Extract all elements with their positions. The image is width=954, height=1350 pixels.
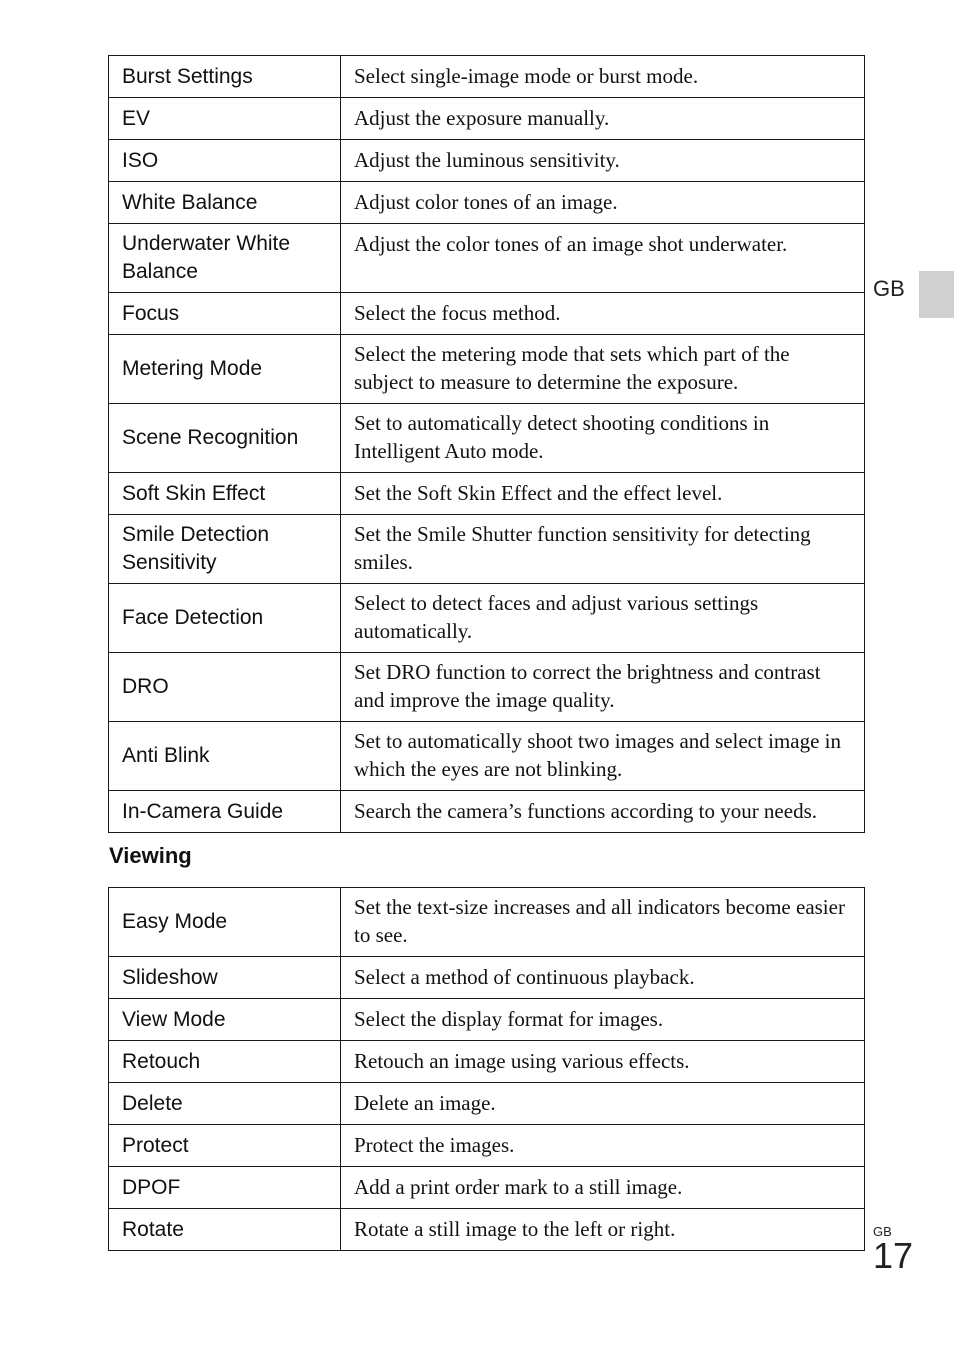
row-term: Anti Blink (109, 722, 341, 791)
row-description: Search the camera’s functions according to your needs. (341, 791, 865, 833)
table-row (109, 335, 865, 404)
row-term: White Balance (109, 182, 341, 224)
row-description: Select to detect faces and adjust various settings automatically. (341, 584, 865, 653)
page-language-label: GB (873, 1224, 892, 1239)
row-term: Focus (109, 293, 341, 335)
row-term: Protect (109, 1125, 341, 1167)
row-description: Set the Soft Skin Effect and the effect level. (341, 473, 865, 515)
row-term: Slideshow (109, 957, 341, 999)
table-row (109, 98, 865, 140)
table-row (109, 473, 865, 515)
row-term: Easy Mode (109, 888, 341, 957)
table-row (109, 56, 865, 98)
row-description: Set to automatically shoot two images and select image in which the eyes are not blinking. (341, 722, 865, 791)
table-row (109, 182, 865, 224)
row-term: EV (109, 98, 341, 140)
table-row (109, 404, 865, 473)
section-heading-viewing: Viewing (109, 843, 192, 868)
table-row (109, 224, 865, 293)
row-description: Retouch an image using various effects. (341, 1041, 865, 1083)
row-term: Retouch (109, 1041, 341, 1083)
row-description: Set to automatically detect shooting conditions in Intelligent Auto mode. (341, 404, 865, 473)
row-description: Delete an image. (341, 1083, 865, 1125)
settings-table (108, 55, 865, 833)
table-row (109, 1041, 865, 1083)
row-term: DRO (109, 653, 341, 722)
table-row (109, 293, 865, 335)
row-description: Select the display format for images. (341, 999, 865, 1041)
row-description: Select the focus method. (341, 293, 865, 335)
table-row (109, 1125, 865, 1167)
row-description: Select the metering mode that sets which part of the subject to measure to determine the exposure. (341, 335, 865, 404)
row-description: Select single-image mode or burst mode. (341, 56, 865, 98)
viewing-table (108, 887, 865, 1251)
table-row (109, 584, 865, 653)
row-description: Set DRO function to correct the brightness and contrast and improve the image quality. (341, 653, 865, 722)
row-term: Rotate (109, 1209, 341, 1251)
table-row (109, 999, 865, 1041)
row-term: Delete (109, 1083, 341, 1125)
table-row (109, 888, 865, 957)
table-row (109, 791, 865, 833)
row-term: View Mode (109, 999, 341, 1041)
row-term: Burst Settings (109, 56, 341, 98)
row-description: Adjust the luminous sensitivity. (341, 140, 865, 182)
row-description: Rotate a still image to the left or right. (341, 1209, 865, 1251)
row-description: Add a print order mark to a still image. (341, 1167, 865, 1209)
table-row (109, 653, 865, 722)
table-row (109, 722, 865, 791)
row-term: ISO (109, 140, 341, 182)
table-row (109, 957, 865, 999)
row-term: Scene Recognition (109, 404, 341, 473)
row-term: In-Camera Guide (109, 791, 341, 833)
row-description: Adjust the exposure manually. (341, 98, 865, 140)
side-tab-label: GB (873, 276, 905, 301)
row-term: Underwater White Balance (109, 224, 341, 293)
row-term: DPOF (109, 1167, 341, 1209)
row-description: Protect the images. (341, 1125, 865, 1167)
row-description: Adjust the color tones of an image shot underwater. (341, 224, 865, 293)
row-description: Set the text-size increases and all indicators become easier to see. (341, 888, 865, 957)
row-description: Set the Smile Shutter function sensitivity for detecting smiles. (341, 515, 865, 584)
row-term: Metering Mode (109, 335, 341, 404)
table-row (109, 515, 865, 584)
row-description: Adjust color tones of an image. (341, 182, 865, 224)
row-term: Smile Detection Sensitivity (109, 515, 341, 584)
page-number: 17 (873, 1235, 914, 1276)
table-row (109, 1167, 865, 1209)
table-row (109, 140, 865, 182)
side-tab-marker (919, 271, 954, 318)
table-row (109, 1083, 865, 1125)
row-term: Face Detection (109, 584, 341, 653)
row-description: Select a method of continuous playback. (341, 957, 865, 999)
table-row (109, 1209, 865, 1251)
row-term: Soft Skin Effect (109, 473, 341, 515)
